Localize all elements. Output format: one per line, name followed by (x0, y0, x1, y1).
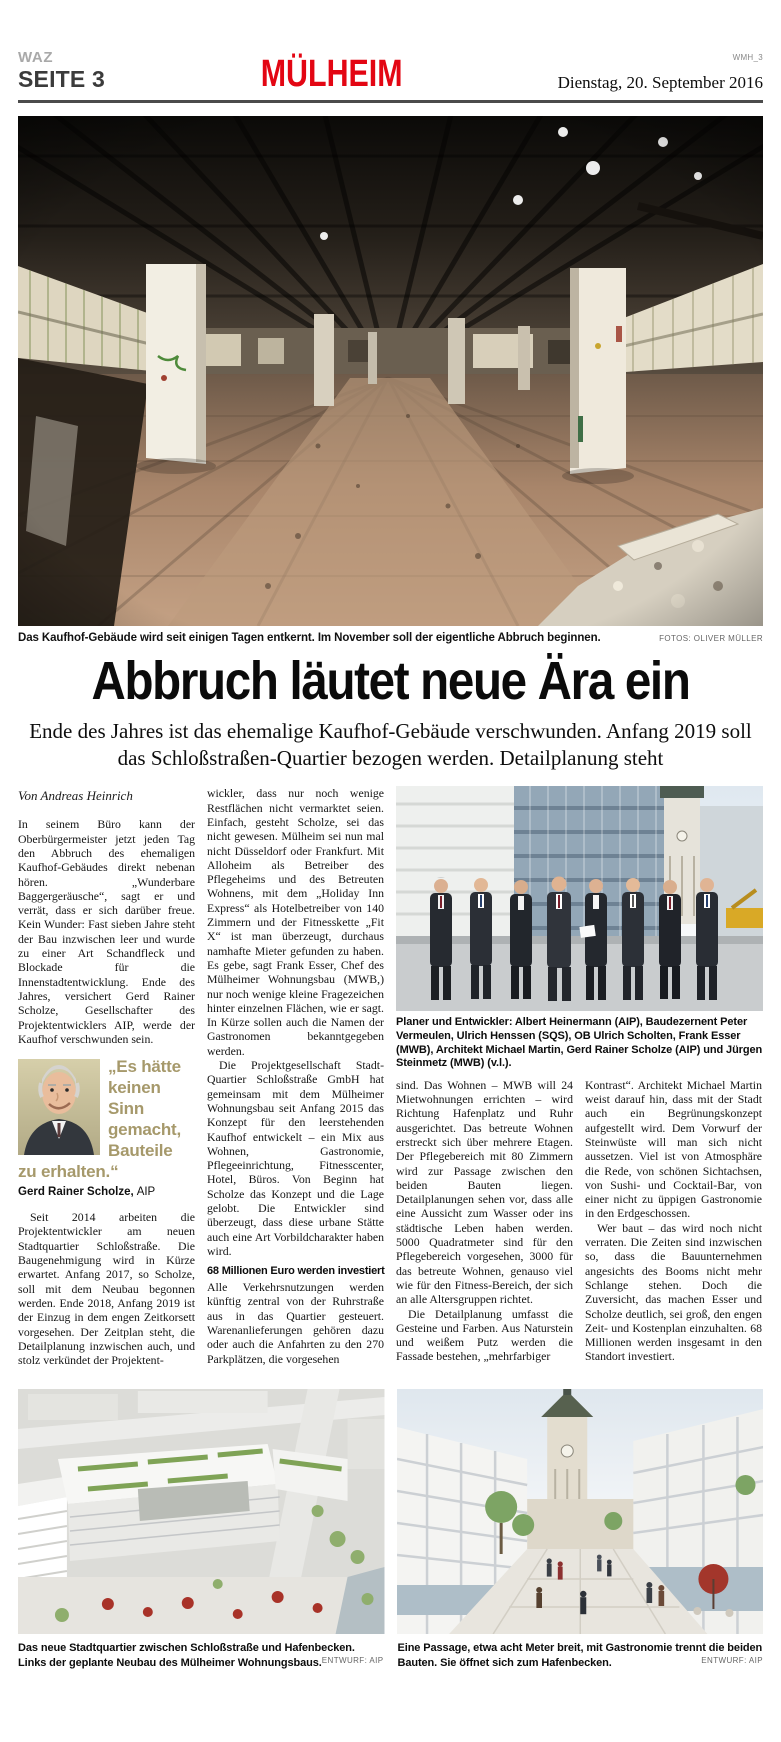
passage-photo-credit: ENTWURF: AIP (701, 1655, 763, 1665)
column-4 (585, 1078, 762, 1364)
byline: Von Andreas Heinrich (18, 788, 133, 804)
paragraph: Kontrast“. Architekt Michael Martin weist darauf hin, dass mit der Stadt auch ein Begrünungskonzept aufgestellt wird. Dem Vorwurf der Steinwüste will man sich nicht aussetzen. Viel ist von Atmosphäre die Rede, von schönen Sichtachsen, von Sushi- und Cocktail-Bar, von einer nicht zu üppigen Gastronomie in den Erdgeschossen. (585, 1077, 762, 1221)
masthead-center (243, 53, 420, 95)
issue-date: Dienstag, 20. September 2016 (557, 73, 763, 92)
section-title: MÜLHEIM (260, 53, 403, 95)
crosshead: 68 Millionen Euro werden investiert (207, 1265, 385, 1278)
page-header (18, 50, 763, 103)
main-photo-caption-row (18, 632, 763, 644)
paragraph: Seit 2014 arbeiten die Projektentwickler am neuen Stadtquartier Schloßstraße. Die Baugenehmigung wird in Kürze erwartet. Anfang 2017, so Scholze, soll mit dem Neubau begonnen werden. Ende 2018, Anfang 2019 ist der Einzug in dem engen Zeitkorsett vorgesehen. Der Zeitplan steht, die Detailplanung inzwischen auch, und stolz verkündet der Projektent- (18, 1210, 195, 1368)
scholze-portrait-photo (18, 1059, 100, 1155)
paragraph: Die Detailplanung umfasst die Gesteine und Farben. Aus Naturstein und weißem Putz werden die Fassade bestehen, „mehrfarbiger (396, 1306, 573, 1364)
edition-code: WMH_3 (732, 53, 763, 62)
right-column-block (396, 786, 763, 1378)
paragraph: Die Projektgesellschaft Stadt-Quartier Schloßstraße GmbH hat gemeinsam mit dem Mülheimer Wohnungsbau seit Anfang 2015 das Konzept für den leerstehenden Kaufhof entwickelt – ein Mix aus Wohnen, Gastronomie, Pflegeeinrichtung, Fitnesscenter, Hotel, Büros. Von Beginn hat Scholze das Konzept und die Lage gelobt. Die Entwickler sind überzeugt, dass diese urbane Stätte auch eine Art Vorbildcharakter haben wird. (207, 1058, 384, 1258)
paragraph: In seinem Büro kann der Oberbürgermeister jetzt jeden Tag den Abbruch des ehemaligen Kaufhof-Gebäudes direkt nebenan hören. „Wunderbare Baggergeräusche“, sagt er und verrät, dass er sich darüber freue. Kein Wunder: Fast sieben Jahre steht der Bau inzwischen leer und wurde zu einer Art Schandfleck und Blockade für die Innenstadtentwicklung. Ende des Jahres, versichert Gerd Rainer Scholze, Gesellschafter des Projektentwicklers AIP, werde der Kaufhof verschwunden sein. (18, 817, 195, 1046)
page-number: SEITE 3 (18, 66, 106, 92)
pull-quote-author: Gerd Rainer Scholze, AIP (18, 1186, 156, 1199)
demolition-photo (18, 116, 763, 626)
column-2 (207, 786, 384, 1378)
subheadline: Ende des Jahres ist das ehemalige Kaufhof-Gebäude verschwunden. Anfang 2019 soll das Schloßstraßen-Quartier bezogen werden. Detailplanung steht (29, 719, 752, 770)
paragraph: Alle Verkehrsnutzungen werden künftig zentral von der Ruhrstraße aus in das Quartier gesteuert. Warenanlieferungen gehören dazu oder auch die Anfahrten zu den 270 Parkplätzen, die vorgesehen (207, 1280, 384, 1366)
article-body (18, 786, 763, 1378)
pull-quote-block (18, 1056, 195, 1182)
bottom-captions (18, 1641, 763, 1670)
masthead-right (558, 53, 763, 91)
group-photo-caption: Planer und Entwickler: Albert Heinermann (AIP), Baudezernent Peter Vermeulen, Ulrich Henssen (SQS), OB Ulrich Scholten, Frank Esser (MWB), Architekt Michael Martin, Gerd Rainer Scholze (AIP) und Jürgen Steinmetz (MWB) (v.l.). (396, 1016, 763, 1070)
planners-group-photo (396, 786, 763, 1011)
paragraph: wickler, dass nur noch wenige Restflächen nicht vermarktet seien. Einfach, gesteht Scholze, sei das nicht gewesen. Mülheim sei nun mal nicht Düsseldorf oder Frankfurt. Mit Alloheim als Betreiber des Pflegeheims und des Betreuten Wohnens, mit dem „Holiday Inn Express“ als Hotelbetreiber von 140 Zimmern und der Fitnesskette „Fit X“ ist man überzeugt, durchaus namhafte Mieter gefunden zu haben. Es gebe, sagt Frank Esser, Chef des Mülheimer Wohnungsbau (MWB,) nur noch wenige kleine Fragezeichen hinter einzelnen Flächen, wie er sagt. In Kürze sollen auch die Namen der Gastronomen bekanntgegeben werden. (207, 786, 384, 1058)
aerial-photo-caption: Das neue Stadtquartier zwischen Schloßstraße und Hafenbecken. Links der geplante Neubau des Mülheimer Wohnungsbaus. ENTWURF: AIP (18, 1642, 384, 1669)
paragraph: sind. Das Wohnen – MWB will 24 Mietwohnungen errichten – wird Richtung Hafenplatz und Ruhr ausgerichtet. Das betreute Wohnen erstreckt sich über mehrere Etagen. Der Pflegebereich mit 80 Zimmern wird zur Passage zwischen den beiden Bauten liegen. Detailplanungen sehen vor, dass alle eine Aussicht zum Wasser oder ins städtische Leben haben werden. 5000 Quadratmeter sind für den Pflegebereich vorgesehen, 3000 für das betreute Wohnen, genauso viel wie für den Fitness-Bereich, der sich an alle Altersgruppen richtet. (396, 1077, 573, 1307)
main-photo-credit: FOTOS: OLIVER MÜLLER (659, 634, 763, 643)
paragraph: Wer baut – das wird noch nicht verraten. Die Zeiten sind inzwischen so, dass die Bauunternehmen angesichts des Booms nicht mehr Schlange stehen. Doch die Zuversicht, das machen Esser und Scholze deutlich, sei groß, den engen Zeit- und Kostenplan einzuhalten. 68 Millionen werden insgesamt in den Standort investiert. (585, 1220, 762, 1364)
column-3 (396, 1078, 573, 1364)
aerial-photo-credit: ENTWURF: AIP (321, 1655, 384, 1665)
column-1 (18, 786, 195, 1378)
brand-logo: WAZ (18, 49, 54, 66)
pull-quote-text: „Es hätte keinen Sinn gemacht, Bauteile zu erhalten.“ (18, 1057, 182, 1182)
aerial-rendering-photo (18, 1389, 385, 1634)
sub-columns (396, 1078, 763, 1364)
masthead-left (18, 50, 105, 91)
main-photo-caption: Das Kaufhof-Gebäude wird seit einigen Tagen entkernt. Im November soll der eigentliche Abbruch beginnen. (18, 632, 601, 644)
bottom-photos (18, 1389, 763, 1634)
passage-photo-caption: Eine Passage, etwa acht Meter breit, mit Gastronomie trennt die beiden Bauten. Sie öffnet sich zum Hafenbecken. ENTWURF: AIP (397, 1642, 763, 1669)
headline: Abbruch läutet neue Ära ein (91, 651, 690, 711)
passage-rendering-photo (397, 1389, 764, 1634)
